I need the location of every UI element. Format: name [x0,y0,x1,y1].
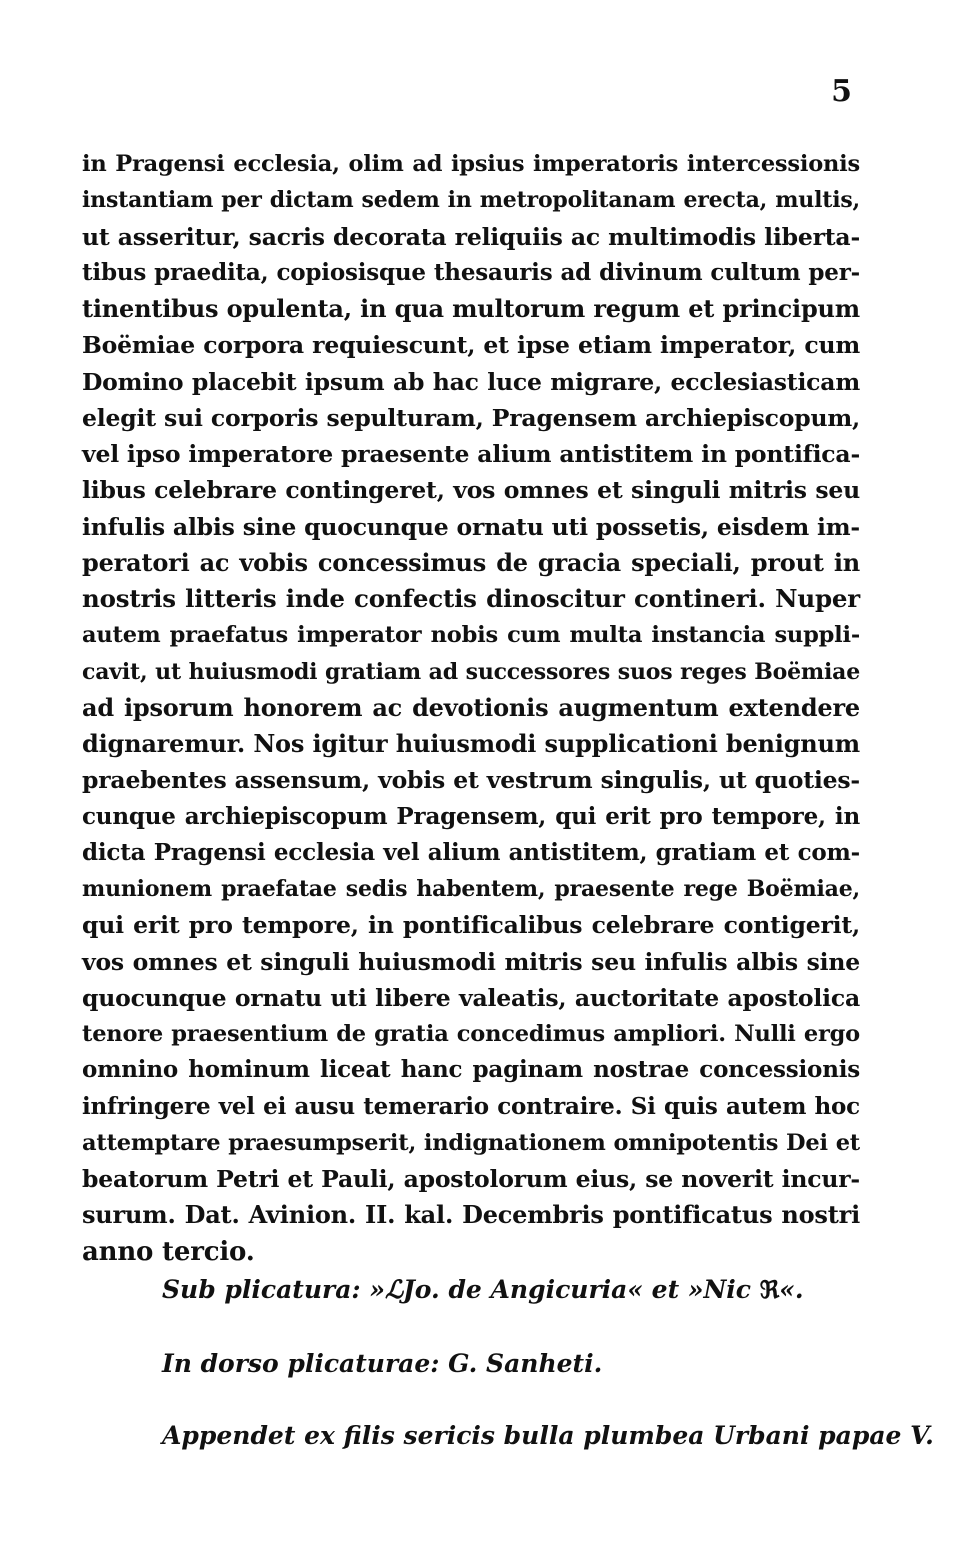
text-line: quocunque ornatu uti libere valeatis, auctoritate apostolica [82,983,860,1012]
note-dorso: In dorso plicaturae: G. Sanheti. [162,1349,603,1378]
body-text [82,146,860,1270]
text-line: tibus praedita, copiosisque thesauris ad divinum cultum per- [82,258,860,286]
text-line: peratori ac vobis concessimus de gracia speciali, prout in [82,547,860,577]
text-line: vos omnes et singuli huiusmodi mitris seu infulis albis sine [82,947,860,976]
text-line: elegit sui corporis sepulturam, Pragensem archiepiscopum, [82,403,860,432]
text-line: dignaremur. Nos igitur huiusmodi supplicationi benignum [82,729,860,758]
text-line: libus celebrare contingeret, vos omnes et singuli mitris seu [82,476,860,505]
text-line: autem praefatus imperator nobis cum multa instancia suppli- [82,622,860,649]
text-line: qui erit pro tempore, in pontificalibus celebrare contigerit, [82,911,860,940]
text-line: ad ipsorum honorem ac devotionis augmentum extendere [82,692,860,722]
text-line: surum. Dat. Avinion. II. kal. Decembris pontificatus nostri [82,1200,860,1230]
text-line: in Pragensi ecclesia, olim ad ipsius imperatoris intercessionis [82,151,860,177]
text-line: instantiam per dictam sedem in metropolitanam erecta, multis, [82,187,860,214]
note-plicatura-end: «. [779,1275,804,1304]
text-line: cavit, ut huiusmodi gratiam ad successores suos reges Boëmiae [82,658,860,685]
text-line: praebentes assensum, vobis et vestrum singulis, ut quoties- [82,766,860,795]
note-plicatura [162,1272,882,1308]
text-line: omnino hominum liceat hanc paginam nostrae concessionis [82,1056,860,1084]
text-line: anno tercio. [82,1236,255,1267]
text-line: infringere vel ei ausu temerario contraire. Si quis autem hoc [82,1092,860,1120]
text-line: infulis albis sine quocunque ornatu uti possetis, eisdem im- [82,512,860,541]
text-line: ut asseritur, sacris decorata reliquiis ac multimodis liberta- [82,222,860,251]
text-line: cunque archiepiscopum Pragensem, qui erit pro tempore, in [82,802,860,830]
text-line: Domino placebit ipsum ab hac luce migrare, ecclesiasticam [82,367,860,396]
text-line: munionem praefatae sedis habentem, praesente rege Boëmiae, [82,876,860,902]
text-line: nostris litteris inde confectis dinoscitur contineri. Nuper [82,584,860,613]
text-line: beatorum Petri et Pauli, apostolorum eius, se noverit incur- [82,1165,860,1193]
page-number: 5 [831,74,852,109]
text-line: dicta Pragensi ecclesia vel alium antistitem, gratiam et com- [82,838,860,866]
text-line: Boëmiae corpora requiescunt, et ipse etiam imperator, cum [82,331,860,360]
note-plicatura-text: Sub plicatura: »ℒJo. de Angicuria« et »Nic [162,1275,760,1304]
text-line: tenore praesentium de gratia concedimus ampliori. Nulli ergo [82,1021,860,1047]
text-line: tinentibus opulenta, in qua multorum regum et principum [82,294,860,323]
note-bulla: Appendet ex filis sericis bulla plumbea Urbani papae V. [162,1421,934,1450]
editorial-notes [162,1272,934,1454]
text-line: vel ipso imperatore praesente alium antistitem in pontifica- [82,440,860,468]
monogram-mark: ℜ [759,1275,780,1304]
text-line: attemptare praesumpserit, indignationem omnipotentis Dei et [82,1129,860,1156]
